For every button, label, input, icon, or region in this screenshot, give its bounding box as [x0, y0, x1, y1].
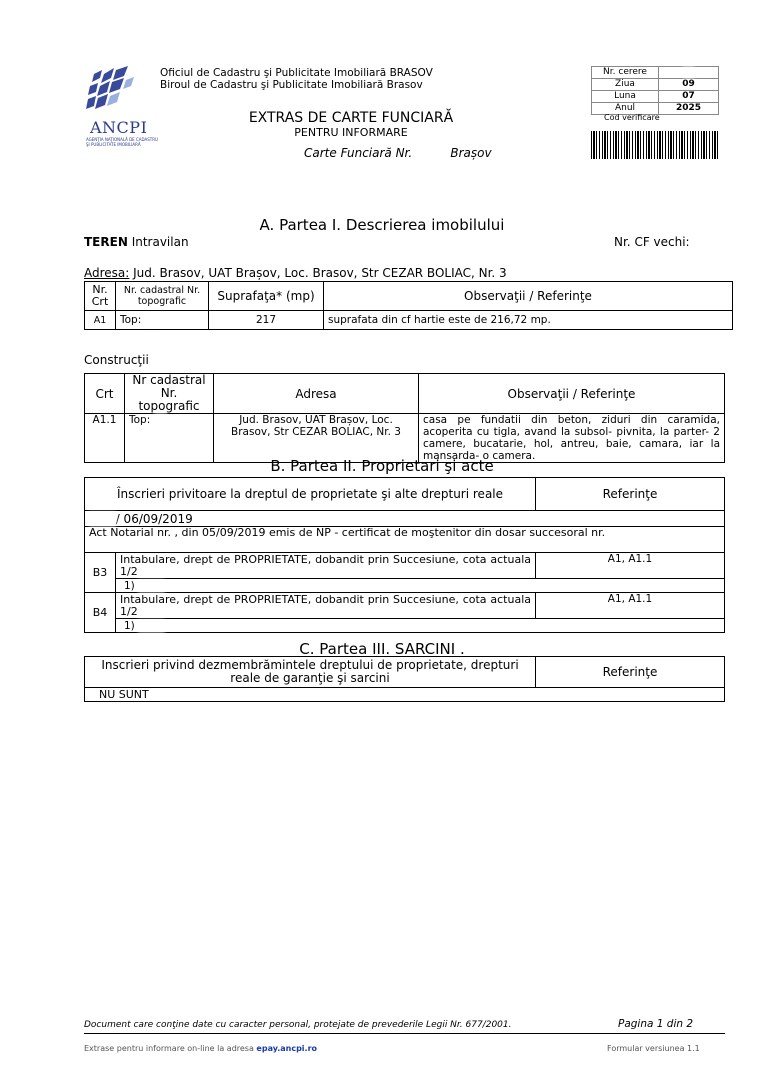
- entry-b3-id: B3: [85, 553, 116, 593]
- col-nr-crt: Nr. Crt: [85, 282, 116, 311]
- adresa-label: Adresa:: [84, 266, 130, 280]
- nr-cerere-value-redacted: [683, 67, 694, 78]
- constr-col-crt: Crt: [85, 374, 125, 414]
- constructii-table: [84, 373, 725, 463]
- entry-b4-id: B4: [85, 593, 116, 633]
- constructii-title: Construcţii: [84, 353, 149, 367]
- sarcini-value: NU SUNT: [85, 688, 725, 702]
- sarcini-col-referinte: Referinţe: [536, 657, 725, 688]
- constr-row-crt: A1.1: [85, 414, 125, 463]
- logo-text: ANCPI: [90, 118, 148, 137]
- constr-col-adresa: Adresa: [214, 374, 419, 414]
- owner-redacted: [138, 580, 165, 592]
- teren-table: [84, 281, 733, 330]
- document-subtitle: PENTRU INFORMARE: [294, 126, 408, 139]
- cf-number-redacted: [416, 146, 447, 160]
- constr-row-observatii: casa pe fundatii din beton, ziduri din caramida, acoperita cu tigla, avand la subsol- pivnita, la parter- 2 camere, bucatarie, hol, antreu, baie, camara, iar la mansarda- o camera.: [419, 414, 725, 463]
- constr-row-top: Top:: [129, 414, 151, 426]
- cf-place: Brașov: [450, 146, 492, 160]
- form-version: Formular versiunea 1.1: [607, 1044, 700, 1053]
- footer-extract-prefix: Extrase pentru informare on-line la adresa: [84, 1044, 257, 1053]
- table-row: [85, 553, 725, 579]
- nr-cerere-label: Nr. cerere: [592, 67, 659, 79]
- footer-note: Document care conţine date cu caracter personal, protejate de prevederile Legii Nr. 677/2001.: [84, 1020, 512, 1030]
- row-crt: A1: [85, 311, 116, 330]
- footer-extract-link[interactable]: epay.ancpi.ro: [256, 1044, 318, 1053]
- footer-divider: [84, 1033, 725, 1034]
- table-row: [85, 593, 725, 619]
- proprietari-col-inscrieri: Înscrieri privitoare la dreptul de proprietate şi alte drepturi reale: [85, 478, 536, 511]
- teren-type: Intravilan: [127, 235, 189, 249]
- entry-b4-text: Intabulare, drept de PROPRIETATE, dobandit prin Succesiune, cota actuala 1/2: [116, 593, 536, 619]
- proprietari-col-referinte: Referinţe: [536, 478, 725, 511]
- table-row: [85, 414, 725, 463]
- page-number: Pagina 1 din 2: [618, 1018, 694, 1030]
- sarcini-table: [84, 656, 725, 702]
- document-title: EXTRAS DE CARTE FUNCIARĂ: [248, 110, 454, 126]
- office-line-1: Oficiul de Cadastru şi Publicitate Imobiliară BRASOV: [160, 67, 433, 79]
- request-meta-table: [591, 66, 719, 115]
- col-suprafata: Suprafaţa* (mp): [209, 282, 324, 311]
- act-notarial: Act Notarial nr. , din 05/09/2019 emis de NP - certificat de moştenitor din dosar succesoral nr.: [85, 527, 725, 553]
- cf-label: Carte Funciară Nr.: [304, 146, 413, 160]
- entry-b3-ref: A1, A1.1: [536, 553, 725, 579]
- partea3-title: C. Partea III. SARCINI .: [299, 640, 465, 658]
- nr-cf-vechi-label: Nr. CF vechi:: [614, 235, 690, 249]
- anul-value: 2025: [659, 103, 719, 115]
- row-top: Top:: [120, 314, 142, 326]
- entry-b4-sub: 1): [124, 619, 135, 632]
- luna-value: 07: [659, 91, 719, 103]
- col-observatii: Observaţii / Referinţe: [324, 282, 733, 311]
- date-prefix-redacted: [89, 512, 116, 526]
- partea2-title: B. Partea II. Proprietari şi acte: [270, 457, 494, 475]
- constr-col-observatii: Observaţii / Referinţe: [419, 374, 725, 414]
- ziua-label: Ziua: [592, 79, 659, 91]
- entry-b3-text: Intabulare, drept de PROPRIETATE, dobandit prin Succesiune, cota actuala 1/2: [116, 553, 536, 579]
- proprietari-table: [84, 477, 725, 633]
- office-line-2: Biroul de Cadastru şi Publicitate Imobiliară Brasov: [160, 79, 423, 91]
- row-observatii: suprafata din cf hartie este de 216,72 mp.: [324, 311, 733, 330]
- constr-top-redacted: [154, 414, 167, 426]
- inscriere-date: / 06/09/2019: [115, 511, 193, 526]
- constr-row-adresa: Jud. Brasov, UAT Brașov, Loc. Brasov, Str CEZAR BOLIAC, Nr. 3: [214, 414, 419, 463]
- adresa-value: Jud. Brasov, UAT Brașov, Loc. Brasov, Str CEZAR BOLIAC, Nr. 3: [129, 266, 507, 280]
- ziua-value: 09: [659, 79, 719, 91]
- cod-verificare-label: Cod verificare: [604, 113, 660, 122]
- constr-col-cadastral: Nr cadastral Nr. topografic: [125, 374, 214, 414]
- entry-b4-ref: A1, A1.1: [536, 593, 725, 619]
- top-redacted: [145, 314, 158, 326]
- owner-redacted: [138, 620, 165, 632]
- row-suprafata: 217: [209, 311, 324, 330]
- sarcini-col-inscrieri: Inscrieri privind dezmembrămintele dreptului de proprietate, drepturi reale de garanţie şi sarcini: [85, 657, 536, 688]
- logo-subtext: AGENŢIA NAŢIONALĂ DE CADASTRU ŞI PUBLICITATE IMOBILIARĂ: [86, 137, 158, 147]
- anul-label: Anul: [592, 103, 659, 115]
- luna-label: Luna: [592, 91, 659, 103]
- teren-label: TEREN: [84, 235, 128, 249]
- table-row: [85, 311, 733, 330]
- entry-b3-sub: 1): [124, 579, 135, 592]
- partea1-title: A. Partea I. Descrierea imobilului: [259, 216, 505, 234]
- col-nr-cadastral: Nr. cadastral Nr. topografic: [116, 282, 209, 311]
